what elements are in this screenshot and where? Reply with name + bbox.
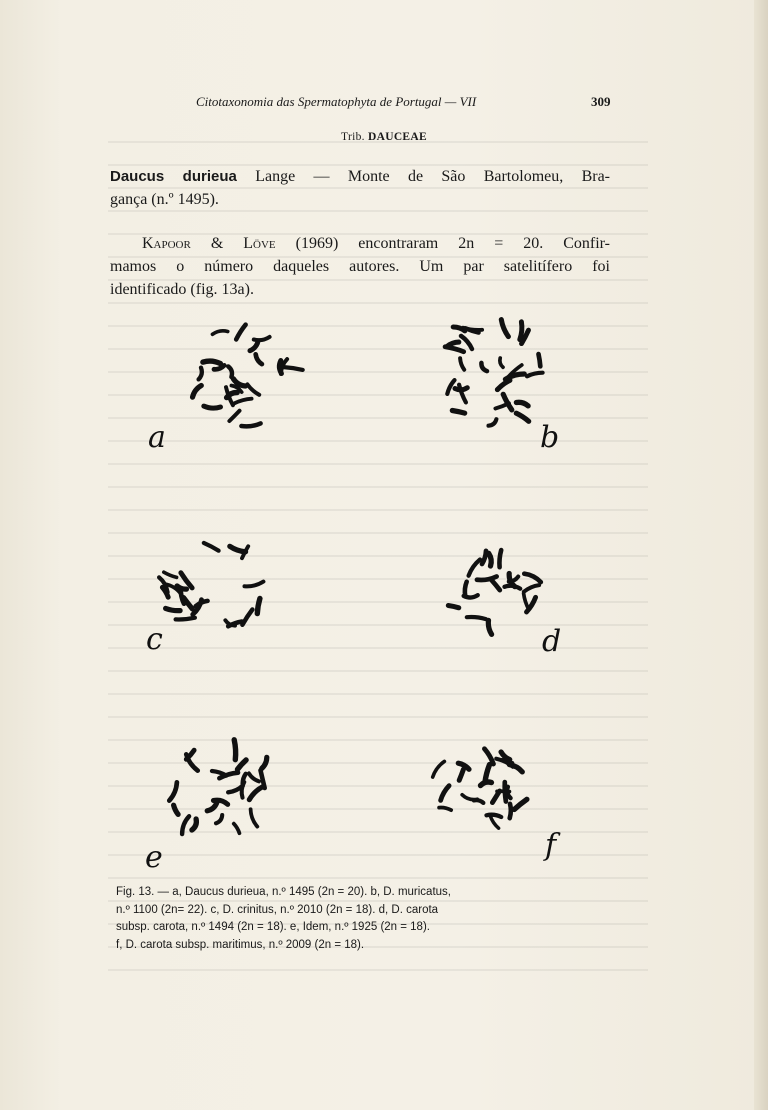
chromosome: [247, 384, 259, 394]
paragraph-line-3: identificado (fig. 13a).: [110, 281, 254, 298]
chromosome: [462, 795, 477, 800]
chromosome: [262, 757, 267, 768]
caption-line-2: n.º 1100 (2n= 22). c, D. crinitus, n.º 2010 (2n = 18). d, D. carota: [116, 903, 439, 916]
chromosome-plate-c: [159, 543, 263, 626]
chromosome: [229, 411, 239, 421]
chromosome: [439, 808, 451, 811]
chromosome: [488, 620, 491, 634]
figure-caption: [116, 884, 588, 954]
chromosome: [500, 358, 503, 367]
chromosome: [204, 406, 221, 408]
chromosome: [495, 403, 509, 408]
chromosome-plate-f: [433, 749, 527, 828]
chromosome: [516, 413, 528, 421]
chromosome: [203, 361, 221, 364]
chromosome: [228, 366, 232, 377]
chromosome: [230, 546, 246, 552]
entry-line-2: gança (n.º 1495).: [110, 191, 219, 208]
chromosome-plate-a: [193, 325, 303, 427]
panel-label-c: c: [146, 622, 163, 657]
chromosome: [213, 331, 228, 334]
paragraph-line-1: (1969) encontraram 2n = 20. Confir-: [295, 235, 611, 252]
chromosome: [193, 386, 202, 398]
chromosome: [234, 824, 240, 834]
tribe-name: DAUCEAE: [368, 131, 427, 143]
chromosome: [482, 551, 486, 564]
chromosome: [284, 367, 303, 370]
chromosome: [174, 805, 179, 814]
panel-label-a: a: [148, 420, 166, 455]
chromosome: [524, 593, 529, 609]
chromosome: [509, 765, 522, 772]
chromosome: [251, 809, 258, 826]
chromosome: [499, 550, 501, 567]
chromosome: [199, 368, 202, 380]
chromosome: [214, 365, 224, 369]
chromosome: [459, 769, 463, 780]
chromosome: [254, 337, 270, 340]
chromosome: [169, 782, 177, 800]
chromosome: [477, 577, 497, 581]
chromosome: [510, 804, 511, 818]
chromosome-plate-b: [445, 320, 542, 426]
species-name: Daucus durieua: [110, 168, 237, 185]
cited-authors: Kapoor & Löve: [142, 235, 276, 252]
caption-line-3: subsp. carota, n.º 1494 (2n = 18). e, Idem, n.º 1925 (2n = 18).: [116, 921, 430, 933]
chromosome: [464, 595, 478, 597]
chromosome: [514, 799, 527, 809]
chromosome: [481, 363, 487, 371]
chromosome: [207, 802, 217, 810]
chromosome: [527, 373, 543, 377]
chromosome: [441, 786, 450, 801]
paragraph-line-2: mamos o número daqueles autores. Um par satelitífero foi: [110, 258, 610, 275]
chromosome-plate-d: [448, 550, 541, 634]
chromosome: [485, 765, 490, 782]
chromosome: [256, 354, 262, 364]
caption-line-4: f, D. carota subsp. maritimus, n.º 2009 (2n = 18).: [116, 938, 365, 951]
caption-line-1: Fig. 13. — a, Daucus durieua, n.º 1495 (2n = 20). b, D. muricatus,: [116, 886, 451, 898]
chromosome: [445, 347, 464, 352]
panel-label-f: f: [545, 828, 557, 863]
entry-locality: Lange — Monte de São Bartolomeu, Bra-: [255, 168, 611, 185]
chromosome: [448, 606, 459, 608]
chromosome: [460, 358, 464, 369]
chromosome-plate-e: [169, 740, 266, 834]
chromosome: [238, 760, 247, 769]
chromosome: [501, 320, 508, 337]
chromosome: [166, 608, 181, 610]
chromosome: [227, 392, 238, 397]
chromosome: [461, 336, 472, 349]
running-title: Citotaxonomia das Spermatophyta de Portugal — VII: [196, 94, 477, 109]
chromosome: [487, 815, 502, 817]
chromosome: [241, 423, 260, 426]
chromosome: [469, 560, 480, 576]
chromosome: [204, 543, 219, 551]
chromosome: [212, 771, 226, 776]
chromosome: [245, 582, 264, 587]
chromosome: [539, 354, 541, 366]
chromosome: [249, 787, 263, 800]
chromosome: [520, 322, 522, 340]
chromosome: [176, 618, 195, 620]
chromosome: [505, 586, 521, 589]
page-number: 309: [591, 94, 611, 109]
panel-label-d: d: [542, 624, 562, 659]
chromosome: [250, 341, 258, 351]
chromosome: [433, 761, 445, 777]
chromosome: [467, 617, 486, 619]
chromosome: [465, 582, 467, 597]
chromosome: [452, 411, 464, 414]
panel-label-e: e: [145, 840, 163, 875]
chromosome: [164, 572, 177, 577]
chromosome: [516, 402, 528, 406]
chromosome: [181, 573, 192, 588]
chromosome: [249, 773, 259, 781]
chromosome: [524, 574, 541, 582]
panel-label-b: b: [540, 420, 560, 455]
chromosome: [182, 816, 189, 834]
chromosome: [216, 815, 222, 823]
chromosome: [186, 750, 194, 759]
chromosome: [497, 380, 510, 389]
chromosome: [485, 749, 494, 764]
chromosome: [492, 791, 499, 803]
chromosome: [491, 580, 500, 590]
chromosome: [489, 553, 492, 566]
chromosome: [524, 585, 539, 592]
chromosome: [192, 819, 196, 830]
chromosome: [235, 399, 252, 403]
chromosome: [257, 599, 260, 614]
chromosome: [489, 419, 497, 426]
tribe-prefix: Trib.: [341, 131, 365, 143]
chromosome: [234, 740, 235, 760]
chromosome: [236, 325, 245, 340]
